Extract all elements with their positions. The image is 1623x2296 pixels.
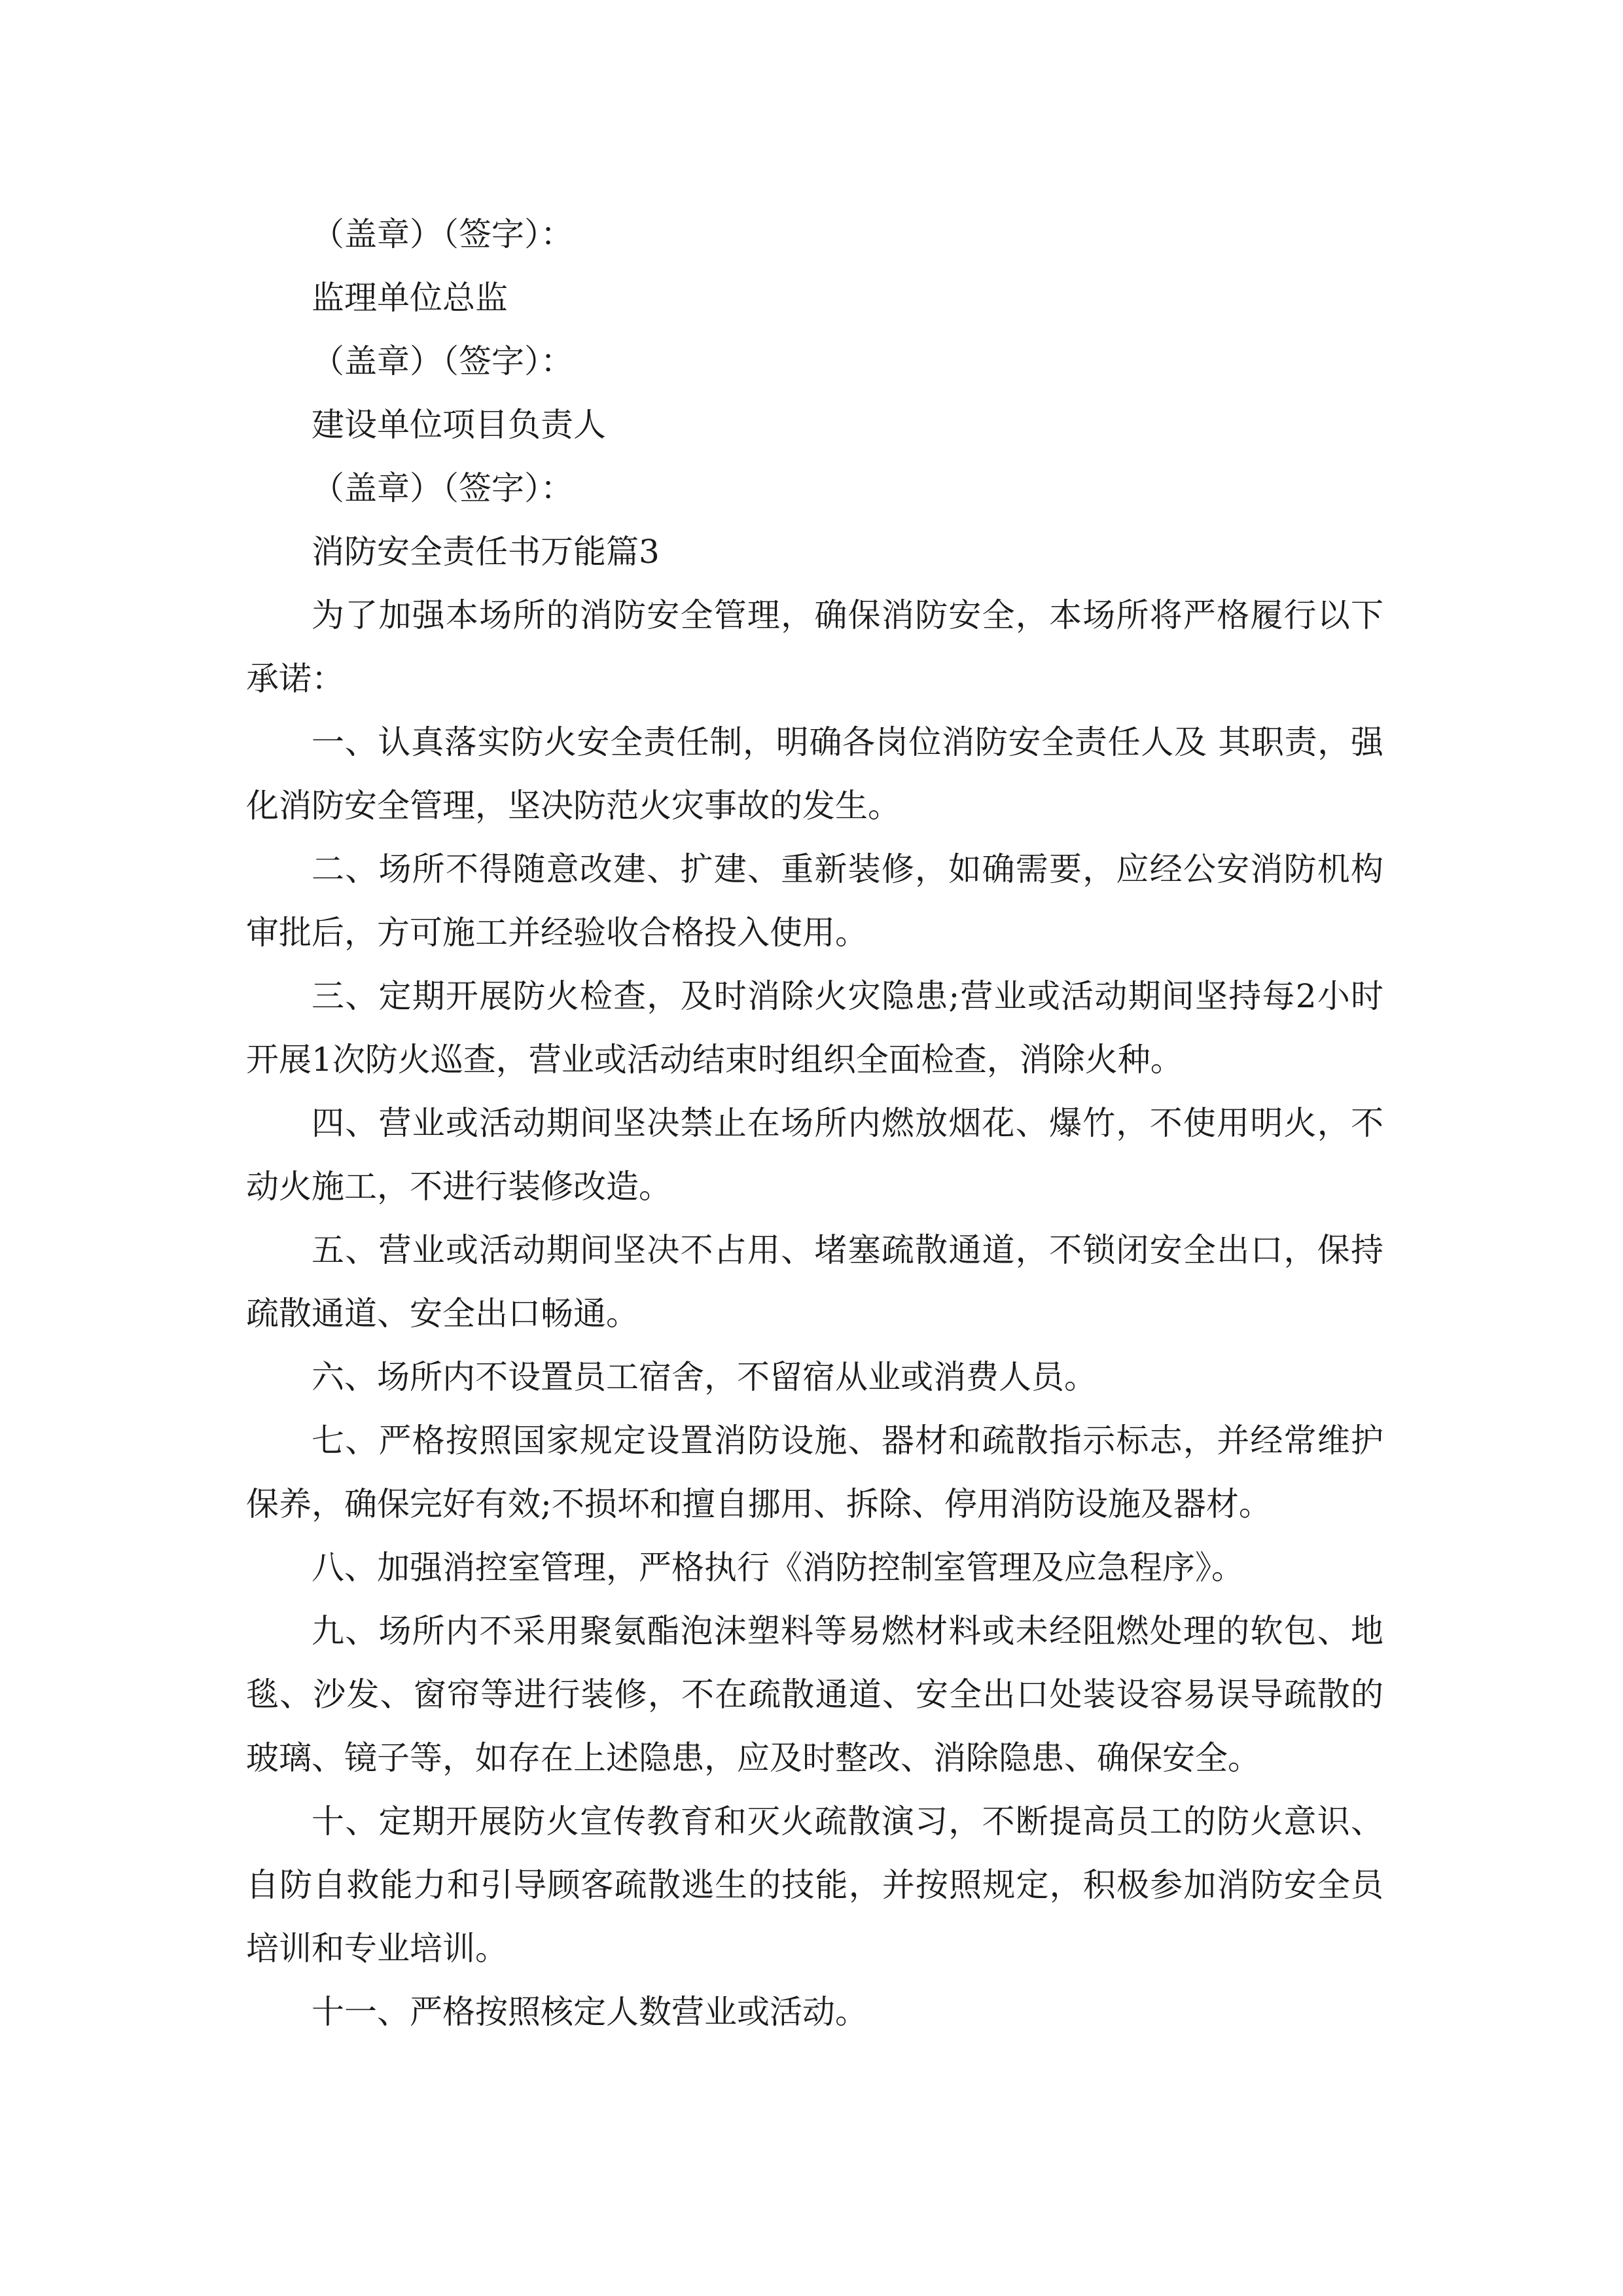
commitment-item-5: 五、营业或活动期间坚决不占用、堵塞疏散通道，不锁闭安全出口，保持疏散通道、安全出口畅通。 [246, 1231, 1383, 1333]
commitment-item-8: 八、加强消控室管理，严格执行《消防控制室管理及应急程序》。 [312, 1549, 1244, 1587]
builder-label: 建设单位项目负责人 [312, 406, 606, 444]
commitment-item-6: 六、场所内不设置员工宿舍，不留宿从业或消费人员。 [312, 1358, 1097, 1396]
document-body [246, 203, 1383, 2044]
commitment-item-7: 七、严格按照国家规定设置消防设施、器材和疏散指示标志，并经常维护保养，确保完好有效;不损坏和擅自挪用、拆除、停用消防设施及器材。 [246, 1422, 1383, 1523]
commitment-item-3: 三、定期开展防火检查，及时消除火灾隐患;营业或活动期间坚持每2小时开展1次防火巡查，营业或活动结束时组织全面检查，消除火种。 [246, 977, 1383, 1079]
intro-paragraph: 为了加强本场所的消防安全管理，确保消防安全，本场所将严格履行以下承诺： [246, 596, 1383, 698]
supervisor-label: 监理单位总监 [312, 279, 508, 317]
signature-line-2: （盖章）（签字）： [312, 342, 573, 380]
signature-line-1: （盖章）（签字）： [312, 215, 573, 253]
commitment-item-2: 二、场所不得随意改建、扩建、重新装修，如确需要，应经公安消防机构审批后，方可施工并经验收合格投入使用。 [246, 850, 1383, 952]
commitment-item-9: 九、场所内不采用聚氨酯泡沫塑料等易燃材料或未经阻燃处理的软包、地毯、沙发、窗帘等进行装修，不在疏散通道、安全出口处装设容易误导疏散的玻璃、镜子等，如存在上述隐患，应及时整改、消除隐患、确保安全。 [246, 1612, 1383, 1777]
section-title: 消防安全责任书万能篇3 [312, 533, 660, 571]
commitment-item-10: 十、定期开展防火宣传教育和灭火疏散演习，不断提高员工的防火意识、自防自救能力和引导顾客疏散逃生的技能，并按照规定，积极参加消防安全员培训和专业培训。 [246, 1803, 1383, 1967]
commitment-item-1: 一、认真落实防火安全责任制，明确各岗位消防安全责任人及 其职责，强化消防安全管理，坚决防范火灾事故的发生。 [246, 723, 1383, 825]
commitment-item-11: 十一、严格按照核定人数营业或活动。 [312, 1993, 868, 2031]
signature-line-3: （盖章）（签字）： [312, 469, 573, 507]
commitment-item-4: 四、营业或活动期间坚决禁止在场所内燃放烟花、爆竹，不使用明火，不动火施工，不进行装修改造。 [246, 1104, 1383, 1206]
